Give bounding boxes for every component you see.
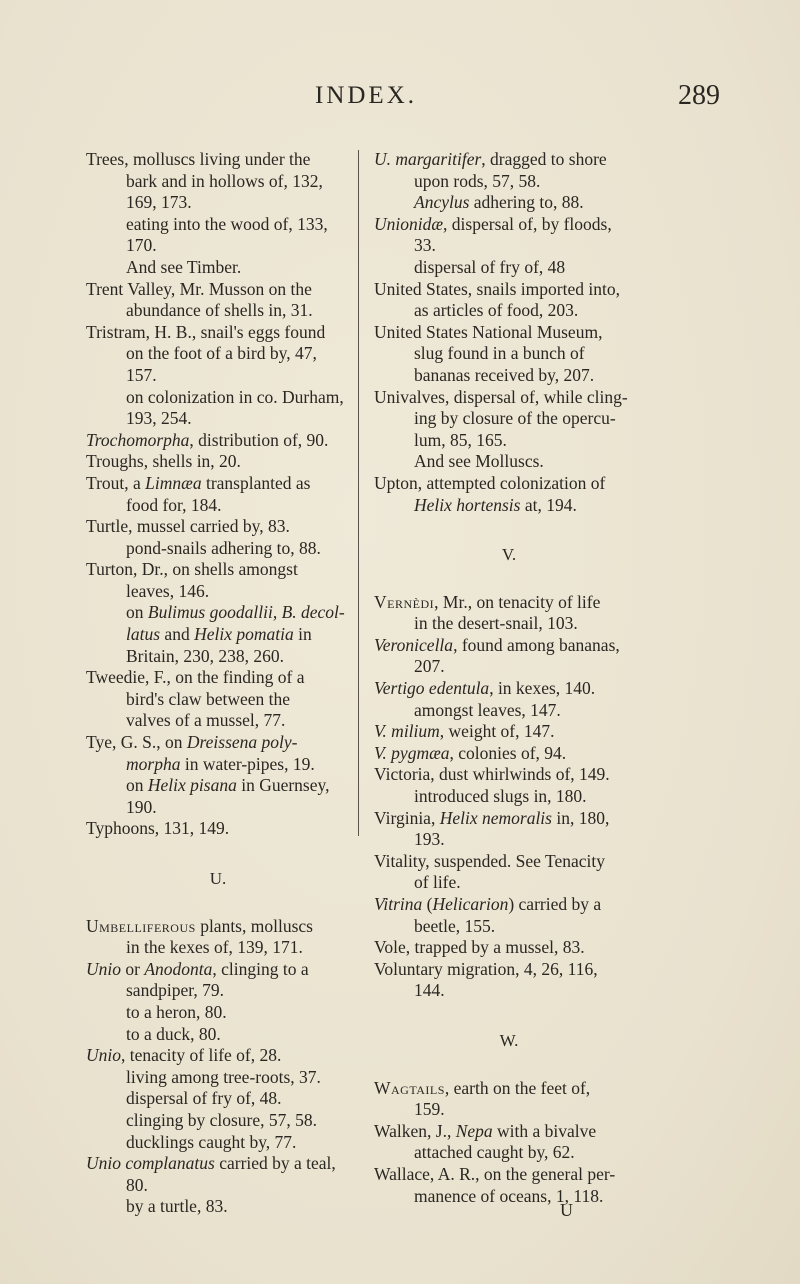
index-entry: 170. bbox=[126, 235, 157, 256]
index-entry: Troughs, shells in, 20. bbox=[86, 451, 241, 472]
index-entry: Vitrina (Helicarion) carried by a bbox=[374, 894, 602, 914]
page-number: 289 bbox=[678, 80, 720, 111]
index-entry: Virginia, Helix nemoralis in, 180, bbox=[374, 807, 610, 828]
index-entry: Trent Valley, Mr. Musson on the bbox=[86, 278, 312, 299]
index-entry: leaves, 146. bbox=[126, 580, 210, 601]
index-entry: 144. bbox=[414, 980, 445, 1001]
index-entry: abundance of shells in, 31. bbox=[126, 300, 313, 321]
index-entry: dispersal of fry of, 48 bbox=[414, 256, 566, 277]
index-entry: Typhoons, 131, 149. bbox=[86, 818, 230, 839]
index-column-left bbox=[86, 149, 350, 1218]
index-entry: pond-snails adhering to, 88. bbox=[126, 537, 321, 558]
column-divider bbox=[358, 150, 359, 836]
index-entry: Trout, a Limnæa transplanted as bbox=[86, 472, 311, 493]
index-entry: slug found in a bunch of bbox=[414, 343, 585, 364]
index-entry: Vitality, suspended. See Tenacity bbox=[374, 850, 606, 871]
index-entry: Univalves, dispersal of, while cling- bbox=[374, 386, 628, 407]
index-letter-heading: U. bbox=[209, 869, 227, 888]
index-entry: Vernèdi, Mr., on tenacity of life bbox=[374, 591, 601, 612]
index-entry: of life. bbox=[414, 872, 461, 893]
index-entry: 33. bbox=[414, 235, 436, 256]
index-entry: valves of a mussel, 77. bbox=[126, 710, 286, 731]
index-entry: Trochomorpha, distribution of, 90. bbox=[86, 429, 329, 450]
index-entry: V. pygmæa, colonies of, 94. bbox=[374, 742, 567, 763]
index-entry: And see Timber. bbox=[126, 256, 242, 277]
index-entry: introduced slugs in, 180. bbox=[414, 786, 587, 807]
index-entry: 207. bbox=[414, 656, 445, 677]
index-entry: 159. bbox=[414, 1099, 445, 1120]
index-entry: 169, 173. bbox=[126, 192, 192, 213]
index-entry: to a heron, 80. bbox=[126, 1001, 227, 1022]
index-entry: Unio, tenacity of life of, 28. bbox=[86, 1045, 282, 1066]
index-entry: on Bulimus goodallii, B. decol- bbox=[126, 602, 345, 623]
index-entry: as articles of food, 203. bbox=[414, 300, 579, 321]
index-entry: Ancylus adhering to, 88. bbox=[414, 192, 584, 213]
index-entry: V. milium, weight of, 147. bbox=[374, 721, 555, 742]
index-entry: 193, 254. bbox=[126, 408, 192, 429]
index-entry: manence of oceans, 1, 118. bbox=[414, 1185, 604, 1206]
index-entry: 80. bbox=[126, 1174, 148, 1195]
index-entry: bananas received by, 207. bbox=[414, 364, 595, 385]
signature-mark: U bbox=[560, 1200, 573, 1220]
index-entry: Unio complanatus carried by a teal, bbox=[86, 1153, 336, 1174]
index-entry: eating into the wood of, 133, bbox=[126, 213, 328, 234]
index-letter-heading: W. bbox=[499, 1030, 519, 1050]
index-entry: dispersal of fry of, 48. bbox=[126, 1088, 282, 1109]
index-entry: amongst leaves, 147. bbox=[414, 699, 561, 720]
index-entry: living among tree-roots, 37. bbox=[126, 1066, 321, 1087]
index-entry: Tye, G. S., on Dreissena poly- bbox=[86, 732, 298, 753]
index-entry: latus and Helix pomatia in bbox=[126, 624, 312, 645]
index-entry: 157. bbox=[126, 364, 157, 385]
index-entry: lum, 85, 165. bbox=[414, 429, 507, 450]
index-entry: United States, snails imported into, bbox=[374, 278, 620, 299]
index-entry: upon rods, 57, 58. bbox=[414, 170, 541, 191]
index-entry: 190. bbox=[126, 796, 157, 817]
index-entry: Wagtails, earth on the feet of, bbox=[374, 1077, 591, 1098]
index-entry: attached caught by, 62. bbox=[414, 1142, 575, 1163]
index-entry: clinging by closure, 57, 58. bbox=[126, 1109, 318, 1130]
index-entry: United States National Museum, bbox=[374, 321, 603, 342]
index-entry: morpha in water-pipes, 19. bbox=[126, 753, 315, 774]
index-entry: bark and in hollows of, 132, bbox=[126, 170, 323, 191]
page-header bbox=[0, 82, 800, 122]
index-entry: Trees, molluscs living under the bbox=[86, 149, 311, 169]
index-entry: Turton, Dr., on shells amongst bbox=[86, 559, 298, 580]
index-entry: Vertigo edentula, in kexes, 140. bbox=[374, 678, 596, 699]
index-entry: Upton, attempted colonization of bbox=[374, 472, 606, 493]
index-entry: Tweedie, F., on the finding of a bbox=[86, 667, 305, 688]
index-entry: bird's claw between the bbox=[126, 688, 290, 709]
index-entry: in the kexes of, 139, 171. bbox=[126, 937, 303, 958]
index-column-right bbox=[374, 149, 644, 1207]
index-entry: Umbelliferous plants, molluscs bbox=[86, 915, 313, 936]
index-entry: Voluntary migration, 4, 26, 116, bbox=[374, 958, 598, 979]
index-entry: food for, 184. bbox=[126, 494, 222, 515]
index-entry: Wallace, A. R., on the general per- bbox=[374, 1163, 616, 1184]
index-entry: on the foot of a bird by, 47, bbox=[126, 343, 317, 364]
index-entry: on Helix pisana in Guernsey, bbox=[126, 775, 330, 796]
index-entry: Unio or Anodonta, clinging to a bbox=[86, 958, 309, 979]
index-entry: Tristram, H. B., snail's eggs found bbox=[86, 321, 326, 342]
index-entry: on colonization in co. Durham, bbox=[126, 386, 344, 407]
index-entry: Walken, J., Nepa with a bivalve bbox=[374, 1120, 597, 1141]
index-entry: Helix hortensis at, 194. bbox=[414, 494, 577, 515]
index-entry: Britain, 230, 238, 260. bbox=[126, 645, 284, 666]
index-letter-heading: V. bbox=[501, 545, 517, 565]
index-entry: ing by closure of the opercu- bbox=[414, 408, 616, 429]
index-entry: Unionidæ, dispersal of, by floods, bbox=[374, 213, 612, 234]
index-entry: 193. bbox=[414, 829, 445, 850]
index-entry: in the desert-snail, 103. bbox=[414, 613, 578, 634]
index-entry: And see Molluscs. bbox=[414, 451, 544, 472]
index-entry: Victoria, dust whirlwinds of, 149. bbox=[374, 764, 610, 785]
index-entry: by a turtle, 83. bbox=[126, 1196, 228, 1217]
running-head-title: INDEX. bbox=[315, 82, 418, 109]
index-entry: beetle, 155. bbox=[414, 915, 496, 936]
index-entry: Vole, trapped by a mussel, 83. bbox=[374, 937, 585, 958]
index-entry: U. margaritifer, dragged to shore bbox=[374, 149, 607, 169]
index-entry: ducklings caught by, 77. bbox=[126, 1131, 297, 1152]
index-entry: to a duck, 80. bbox=[126, 1023, 221, 1044]
index-entry: sandpiper, 79. bbox=[126, 980, 224, 1001]
index-entry: Turtle, mussel carried by, 83. bbox=[86, 516, 290, 537]
index-entry: Veronicella, found among bananas, bbox=[374, 634, 620, 655]
